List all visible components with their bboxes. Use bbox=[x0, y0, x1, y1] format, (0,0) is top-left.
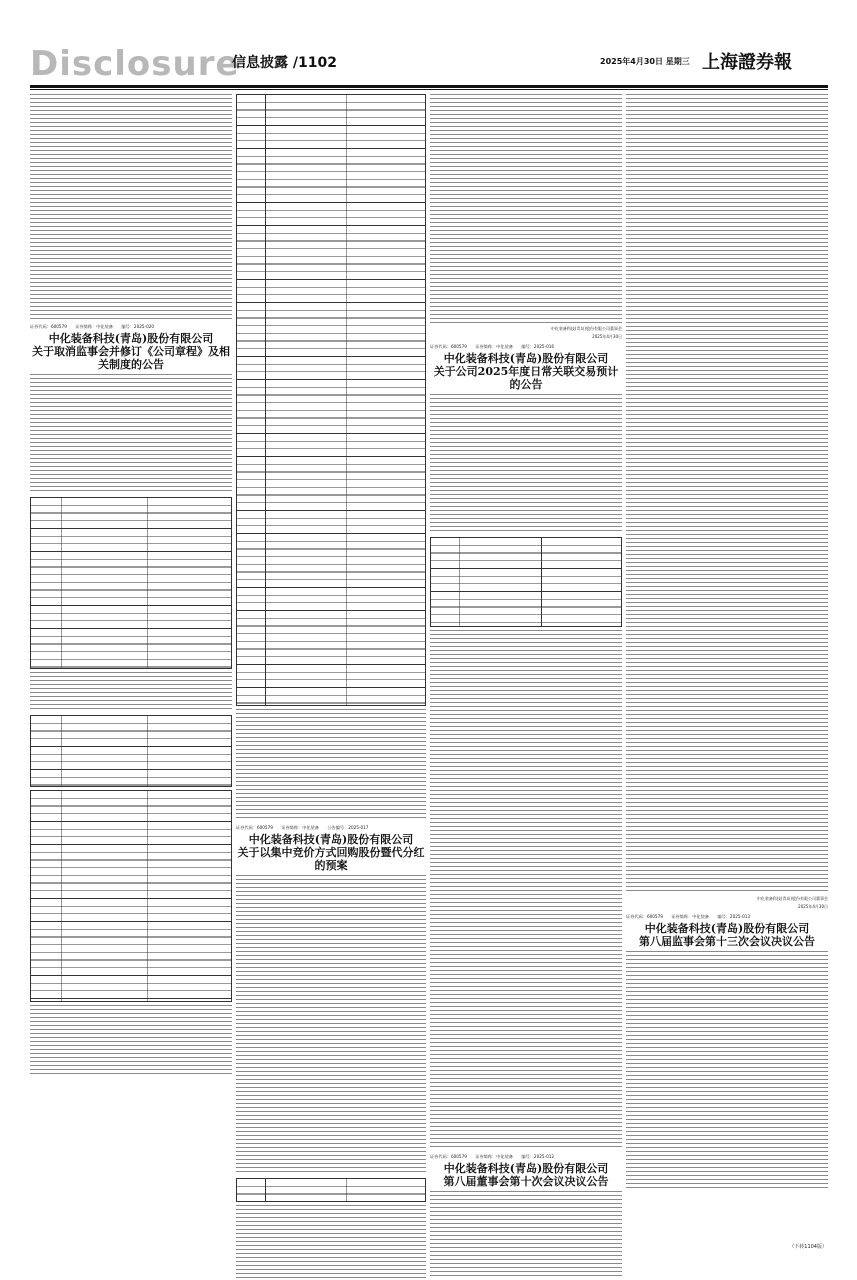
notice-heading: 关于取消监事会并修订《公司章程》及相关制度的公告 bbox=[32, 345, 230, 371]
notice-company: 中化装备科技(青岛)股份有限公司 bbox=[443, 1162, 609, 1175]
body-text-block bbox=[430, 1191, 622, 1279]
body-text-block bbox=[236, 709, 426, 821]
amendment-table bbox=[30, 715, 232, 787]
section-title-english: Disclosure bbox=[30, 44, 240, 84]
notice-company: 中化装备科技(青岛)股份有限公司 bbox=[48, 332, 214, 345]
related-transaction-table bbox=[430, 537, 622, 627]
notice-title bbox=[430, 352, 622, 391]
notice-company: 中化装备科技(青岛)股份有限公司 bbox=[443, 352, 609, 365]
notice-heading: 关于以集中竞价方式回购股份暨代分红的预案 bbox=[237, 846, 425, 872]
notice-company: 中化装备科技(青岛)股份有限公司 bbox=[644, 922, 810, 935]
masthead-rule bbox=[30, 85, 828, 88]
newspaper-logo: 上海證券報 bbox=[702, 52, 792, 73]
body-text-block bbox=[430, 394, 622, 534]
body-text-block bbox=[30, 94, 232, 320]
notice-signoff: 中化装备科技(青岛)股份有限公司董事会 bbox=[550, 326, 622, 331]
section-title-chinese: 信息披露 /1102 bbox=[232, 55, 337, 71]
body-text-block bbox=[236, 875, 426, 1175]
body-text-block bbox=[626, 951, 828, 1191]
notice-title bbox=[236, 833, 426, 872]
notice-signoff: 中化装备科技(青岛)股份有限公司董事会 bbox=[756, 896, 828, 901]
notice-meta: 证券代码：600579 证券简称：中化装备 编号：2025-013 bbox=[626, 914, 751, 919]
notice-title bbox=[430, 1162, 622, 1188]
amendment-table bbox=[30, 497, 232, 669]
notice-meta: 证券代码：600579 证券简称：中化装备 编号：2025-020 bbox=[30, 324, 155, 329]
notice-title bbox=[626, 922, 828, 948]
body-text-block bbox=[30, 672, 232, 712]
body-text-block bbox=[626, 94, 828, 894]
amendment-table bbox=[30, 790, 232, 1002]
notice-company: 中化装备科技(青岛)股份有限公司 bbox=[248, 833, 414, 846]
body-text-block bbox=[30, 374, 232, 494]
masthead bbox=[0, 0, 857, 92]
issue-date: 2025年4月30日 星期三 bbox=[600, 57, 690, 66]
notice-heading: 关于公司2025年度日常关联交易预计的公告 bbox=[433, 365, 619, 391]
notice-meta: 证券代码：600579 证券简称：中化装备 编号：2025-012 bbox=[430, 1154, 555, 1159]
notice-heading: 第八届董事会第十次会议决议公告 bbox=[443, 1175, 609, 1188]
column-2 bbox=[236, 94, 426, 1280]
column-4 bbox=[626, 94, 828, 1191]
column-3 bbox=[430, 94, 622, 1279]
notice-heading: 第八届监事会第十三次会议决议公告 bbox=[639, 935, 815, 948]
body-text-block bbox=[430, 630, 622, 1150]
page-continuation-note: （下转1104版） bbox=[789, 1244, 827, 1250]
notice-date: 2025年4月30日 bbox=[798, 904, 828, 909]
body-text-block bbox=[430, 94, 622, 324]
share-structure-table bbox=[236, 1178, 426, 1202]
body-text-block bbox=[30, 1005, 232, 1075]
notice-date: 2025年4月30日 bbox=[592, 334, 622, 339]
body-text-block bbox=[236, 1205, 426, 1280]
amendment-table bbox=[236, 94, 426, 706]
notice-meta: 证券代码：600579 证券简称：中化装备 编号：2025-016 bbox=[430, 344, 555, 349]
notice-title bbox=[30, 332, 232, 371]
column-1 bbox=[30, 94, 232, 1075]
notice-meta: 证券代码：600579 证券简称：中化装备 公告编号：2025-017 bbox=[236, 825, 369, 830]
masthead-rule-thin bbox=[30, 89, 828, 90]
